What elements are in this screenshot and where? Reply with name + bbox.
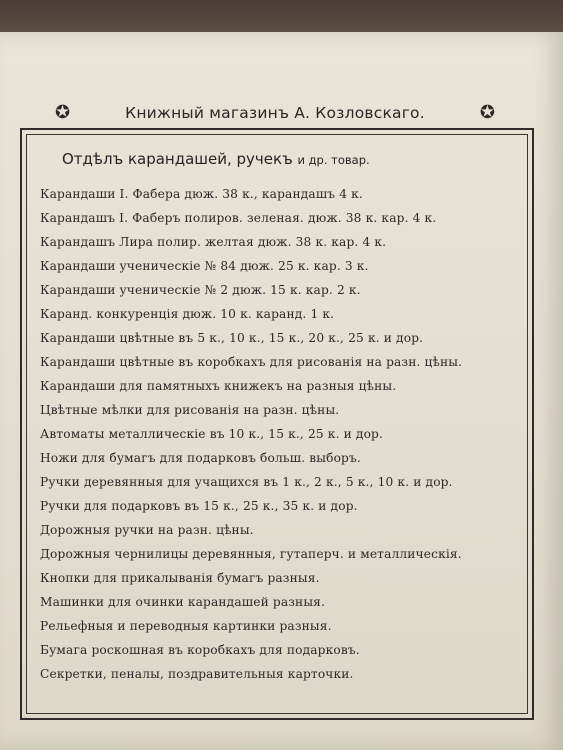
list-item: Автоматы металлическіе въ 10 к., 15 к., 25 к. и дор. xyxy=(40,427,384,441)
list-item: Дорожныя ручки на разн. цѣны. xyxy=(40,523,254,537)
list-item: Каранд. конкуренція дюж. 10 к. каранд. 1 к. xyxy=(40,307,335,321)
star-icon: ✪ xyxy=(479,102,495,123)
list-item: Рельефныя и переводныя картинки разныя. xyxy=(40,619,332,633)
section-title-main: Отдѣлъ карандашей, ручекъ xyxy=(62,150,293,168)
section-title-suffix: и др. товар. xyxy=(297,153,370,167)
list-item: Карандашъ Лира полир. желтая дюж. 38 к. кар. 4 к. xyxy=(40,235,387,249)
list-item: Бумага роскошная въ коробкахъ для подарковъ. xyxy=(40,643,360,657)
list-item: Цвѣтные мѣлки для рисованія на разн. цѣны. xyxy=(40,403,340,417)
list-item: Дорожныя чернилицы деревянныя, гутаперч. и металлическія. xyxy=(40,547,462,561)
section-title xyxy=(62,150,502,168)
store-header xyxy=(55,98,495,128)
list-item: Ножи для бумагъ для подарковъ больш. выборъ. xyxy=(40,451,361,465)
list-item: Карандаши І. Фабера дюж. 38 к., карандашъ 4 к. xyxy=(40,187,363,201)
list-item: Карандашъ І. Фаберъ полиров. зеленая. дюж. 38 к. кар. 4 к. xyxy=(40,211,437,225)
list-item: Карандаши цвѣтные въ коробкахъ для рисованія на разн. цѣны. xyxy=(40,355,463,369)
list-item: Машинки для очинки карандашей разныя. xyxy=(40,595,326,609)
list-item: Секретки, пеналы, поздравительныя карточки. xyxy=(40,667,354,681)
list-item: Карандаши цвѣтные въ 5 к., 10 к., 15 к., 20 к., 25 к. и дор. xyxy=(40,331,424,345)
star-icon: ✪ xyxy=(55,102,71,123)
list-item: Карандаши для памятныхъ книжекъ на разныя цѣны. xyxy=(40,379,397,393)
list-item: Ручки деревянныя для учащихся въ 1 к., 2 к., 5 к., 10 к. и дор. xyxy=(40,475,453,489)
list-item: Ручки для подарковъ въ 15 к., 25 к., 35 к. и дор. xyxy=(40,499,358,513)
list-item: Карандаши ученическіе № 84 дюж. 25 к. кар. 3 к. xyxy=(40,259,369,273)
price-list xyxy=(40,182,520,686)
list-item: Карандаши ученическіе № 2 дюж. 15 к. кар. 2 к. xyxy=(40,283,361,297)
list-item: Кнопки для прикалыванія бумагъ разныя. xyxy=(40,571,320,585)
background-edge xyxy=(0,0,563,34)
store-name: Книжный магазинъ А. Козловскаго. xyxy=(125,104,425,122)
